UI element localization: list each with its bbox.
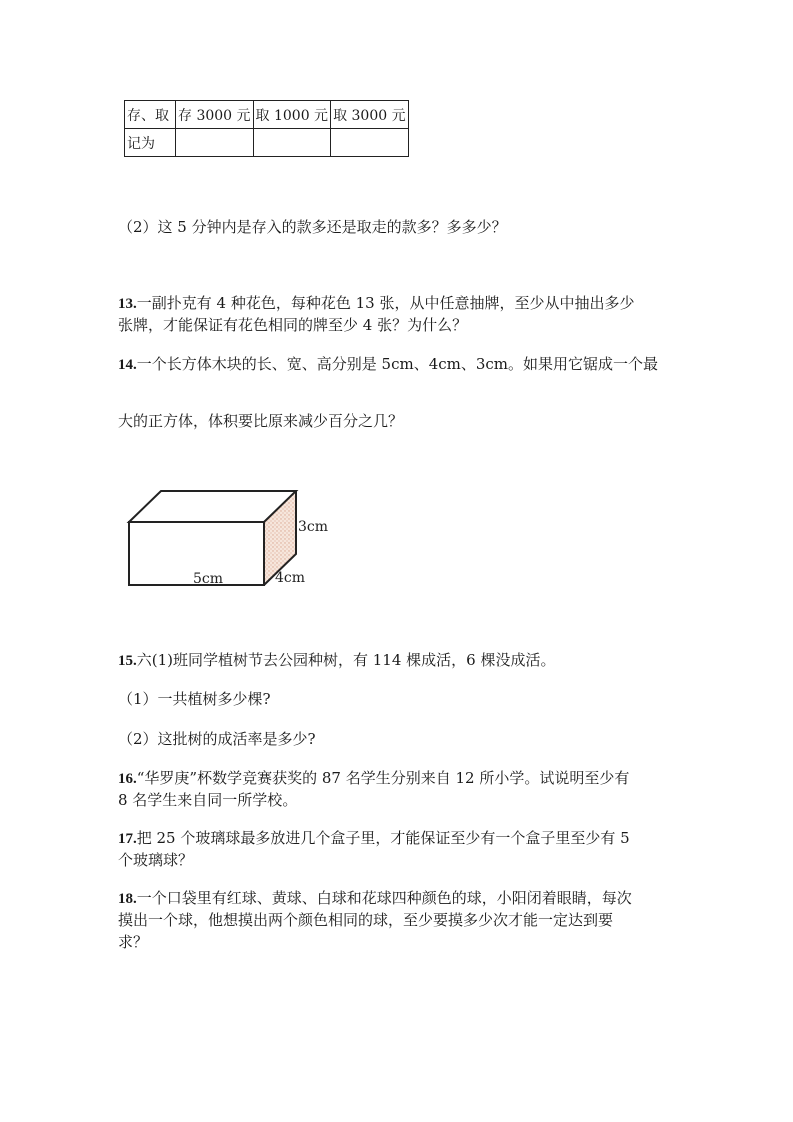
table-cell-blank [331, 129, 409, 157]
deposit-withdraw-table [124, 100, 409, 157]
question-number: 14. [118, 357, 137, 373]
question-text: 一个口袋里有红球、黄球、白球和花球四种颜色的球，小阳闭着眼睛，每次 [136, 889, 632, 907]
question-text: “华罗庚”杯数学竞赛获奖的 87 名学生分别来自 12 所小学。试说明至少有 [136, 769, 630, 787]
table-cell: 取 3000 元 [331, 101, 409, 129]
question-18-line-3: 求？ [118, 933, 149, 951]
question-text: 六(1)班同学植树节去公园种树，有 114 棵成活，6 棵没成活。 [136, 651, 556, 669]
question-number: 15. [118, 653, 137, 669]
question-14-line-2: 大的正方体，体积要比原来减少百分之几？ [118, 412, 404, 430]
question-12-part-2: （2）这 5 分钟内是存入的款多还是取走的款多？多多少？ [118, 218, 507, 236]
question-number: 18. [118, 891, 137, 907]
question-15-part-1: （1）一共植树多少棵? [118, 690, 271, 708]
width-label: 4cm [275, 570, 306, 586]
table-cell: 取 1000 元 [253, 101, 331, 129]
table-row [125, 129, 409, 157]
table-row [125, 101, 409, 129]
question-text: 把 25 个玻璃球最多放进几个盒子里，才能保证至少有一个盒子里至少有 5 [136, 829, 630, 847]
question-number: 13. [118, 296, 137, 312]
table-cell: 存 3000 元 [176, 101, 254, 129]
question-18-line-1 [118, 887, 632, 910]
question-13-line-1 [118, 292, 634, 315]
table-cell-blank [176, 129, 254, 157]
question-17-line-1 [118, 827, 630, 850]
question-15-part-2: （2）这批树的成活率是多少? [118, 730, 316, 748]
question-16-line-1 [118, 767, 629, 790]
length-label: 5cm [193, 571, 224, 587]
question-number: 16. [118, 771, 137, 787]
question-15 [118, 649, 555, 672]
table-cell-blank [253, 129, 331, 157]
cuboid-figure [120, 482, 350, 592]
question-number: 17. [118, 831, 137, 847]
question-17-line-2: 个玻璃球？ [118, 851, 194, 869]
question-16-line-2: 8 名学生来自同一所学校。 [118, 791, 298, 809]
question-13-line-2: 张牌，才能保证有花色相同的牌至少 4 张？为什么？ [118, 316, 468, 334]
question-text: 一副扑克有 4 种花色，每种花色 13 张，从中任意抽牌，至少从中抽出多少 [136, 294, 635, 312]
question-text: 一个长方体木块的长、宽、高分别是 5cm、4cm、3cm。如果用它锯成一个最 [136, 355, 659, 373]
question-18-line-2: 摸出一个球，他想摸出两个颜色相同的球，至少要摸多少次才能一定达到要 [118, 911, 614, 929]
table-cell: 存、取 [125, 101, 176, 129]
table-cell: 记为 [125, 129, 176, 157]
height-label: 3cm [298, 519, 329, 535]
question-14-line-1 [118, 353, 658, 376]
